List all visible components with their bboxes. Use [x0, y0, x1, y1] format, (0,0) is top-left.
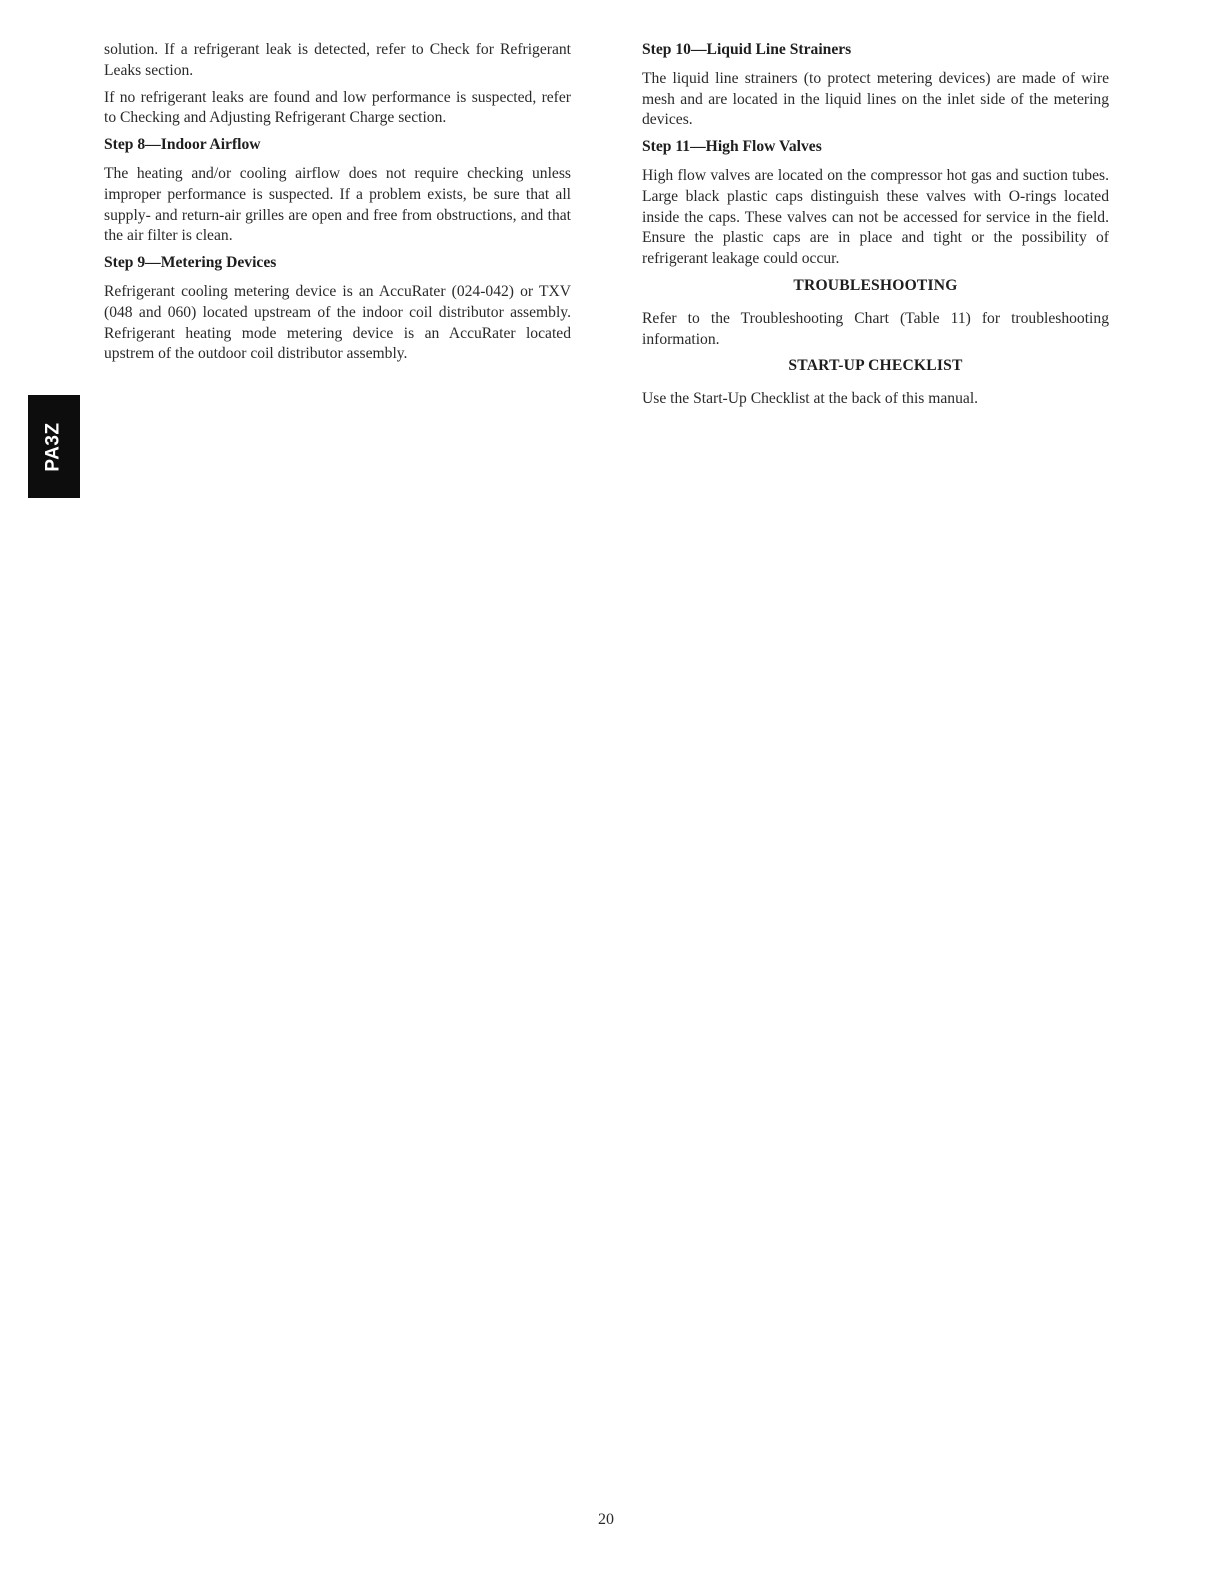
- left-column: [104, 40, 571, 371]
- paragraph-leak-solution: solution. If a refrigerant leak is detected, refer to Check for Refrigerant Leaks section.: [104, 41, 571, 79]
- step9-text: Refrigerant cooling metering device is an AccuRater (024-042) or TXV (048 and 060) located upstream of the indoor coil distributor assembly. Refrigerant heating mode metering device is an AccuRater located upstrem of the outdoor coil distributor assembly.: [104, 282, 571, 363]
- side-tab: [28, 395, 80, 498]
- right-column: [642, 40, 1109, 416]
- step9-heading: Step 9—Metering Devices: [104, 254, 277, 272]
- step10-text: The liquid line strainers (to protect metering devices) are made of wire mesh and are located in the liquid lines on the inlet side of the metering devices.: [642, 69, 1109, 129]
- step8-heading: Step 8—Indoor Airflow: [104, 136, 261, 154]
- page-number: 20: [598, 1511, 614, 1528]
- step10-heading: Step 10—Liquid Line Strainers: [642, 41, 852, 58]
- troubleshooting-text: Refer to the Troubleshooting Chart (Table 11) for troubleshooting information.: [642, 309, 1109, 348]
- startup-checklist-text: Use the Start-Up Checklist at the back of this manual.: [642, 390, 979, 408]
- troubleshooting-heading: TROUBLESHOOTING: [793, 276, 958, 294]
- step11-text: High flow valves are located on the compressor hot gas and suction tubes. Large black plastic caps distinguish these valves with O-rings located inside the caps. These valves can not be accessed for service in the field. Ensure the plastic caps are in place and tight or the possibility of refrigerant leakage could occur.: [642, 166, 1109, 268]
- paragraph-low-performance: If no refrigerant leaks are found and low performance is suspected, refer to Checking and Adjusting Refrigerant Charge section.: [104, 88, 571, 127]
- side-tab-label: PA3Z: [42, 421, 64, 472]
- step11-heading: Step 11—High Flow Valves: [642, 138, 822, 156]
- startup-checklist-heading: START-UP CHECKLIST: [788, 357, 963, 375]
- step8-text: The heating and/or cooling airflow does not require checking unless improper performance is suspected. If a problem exists, be sure that all supply- and return-air grilles are open and free from obstructions, and that the air filter is clean.: [104, 164, 571, 245]
